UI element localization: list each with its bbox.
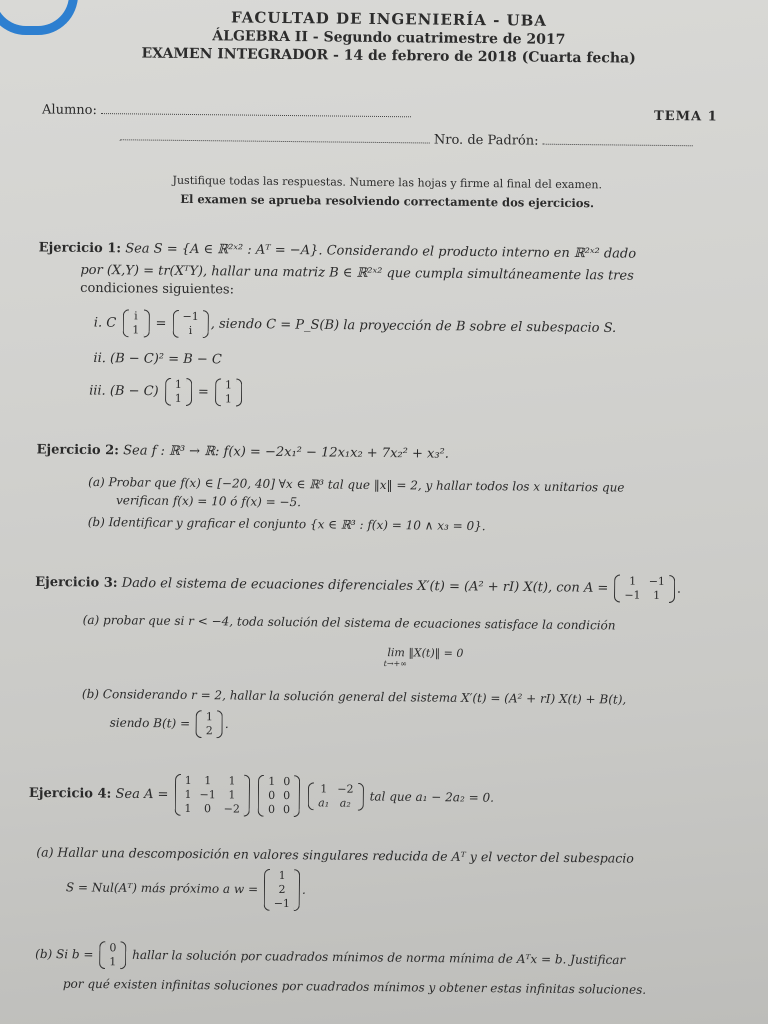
ej3-b-line-1: (b) Considerando r = 2, hallar la solución general del sistema X′(t) = (A² + rI) X(t) + B(t), bbox=[81, 686, 627, 707]
faculty-title: FACULTAD DE INGENIERÍA - UBA bbox=[230, 8, 548, 30]
ej1-label: Ejercicio 1: bbox=[38, 240, 122, 257]
ej3-matrix-a: 1 −1 −1 1 bbox=[614, 574, 675, 603]
ej3-limit-expression: lim ‖X(t)‖ = 0 bbox=[387, 646, 464, 660]
ej4-a-text: S = Nul(Aᵀ) más próximo a w = bbox=[65, 880, 259, 897]
padron-field bbox=[120, 129, 693, 150]
ej1-i-vector-right: −1 i bbox=[172, 310, 209, 338]
course-title: ÁLGEBRA II - Segundo cuatrimestre de 2017 bbox=[212, 28, 566, 48]
exam-title: EXAMEN INTEGRADOR - 14 de febrero de 2018 (Cuarta fecha) bbox=[141, 45, 636, 67]
alumno-blank bbox=[101, 103, 411, 117]
ej1-iii-label: iii. (B − C) bbox=[89, 383, 159, 400]
ej4-w-vector: 1 2 −1 bbox=[264, 869, 301, 911]
ej1-i-vector-left: i 1 bbox=[122, 309, 149, 337]
ej4-b-vector: 0 1 bbox=[99, 941, 126, 969]
ej1-item-iii: iii. (B − C) 1 1 = 1 1 bbox=[89, 377, 244, 407]
ej4-matrix-1: 1 1 1 1 −1 1 1 0 −2 bbox=[174, 774, 250, 817]
ej4-a-line-1: (a) Hallar una descomposición en valores singulares reducida de Aᵀ y el vector del subespacio bbox=[36, 844, 634, 866]
padron-label: Nro. de Padrón: bbox=[433, 132, 539, 149]
ej3-label: Ejercicio 3: bbox=[35, 574, 118, 591]
ej4-text-end: tal que a₁ − 2a₂ = 0. bbox=[369, 789, 495, 805]
ej1-line-1 bbox=[39, 240, 637, 261]
ej4-line-1 bbox=[29, 772, 494, 819]
ej3-b-vector: 1 2 bbox=[196, 710, 223, 738]
ej1-line-3: condiciones siguientes: bbox=[80, 280, 235, 298]
ej1-iii-vector-left: 1 1 bbox=[165, 378, 192, 406]
instructions-line-1: Justifique todas las respuestas. Numere las hojas y firme al final del examen. bbox=[172, 173, 603, 192]
ej2-label: Ejercicio 2: bbox=[36, 442, 120, 459]
ej1-i-text: , siendo C = P_S(B) la proyección de B sobre el subespacio S. bbox=[210, 316, 617, 336]
ej4-matrix-3: 1 −2 a₁ a₂ bbox=[308, 782, 363, 811]
padron-blank bbox=[543, 134, 693, 147]
ej1-item-i: i. C i 1 = −1 i , siendo C = P_S(B) la proyección de B sobre el subespacio S. bbox=[93, 309, 617, 338]
ej3-limit-subscript: t→+∞ bbox=[383, 659, 407, 669]
ej2-line-1 bbox=[36, 442, 449, 461]
ej3-line-1: Ejercicio 3: Dado el sistema de ecuaciones diferenciales X′(t) = (A² + rI) X(t), con A = 1 −1 −1 1 . bbox=[35, 574, 682, 602]
ej4-matrix-2: 1 0 0 0 0 0 bbox=[258, 775, 300, 817]
ej1-i-label: i. bbox=[93, 315, 103, 331]
ej4-b-line-1 bbox=[35, 940, 625, 974]
ej3-a-line: (a) probar que si r < −4, toda solución del sistema de ecuaciones satisface la condición bbox=[82, 612, 616, 633]
ej4-b-text: (b) Si b = bbox=[35, 946, 94, 962]
ej4-label: Ejercicio 4: bbox=[28, 785, 112, 802]
ej1-iii-vector-right: 1 1 bbox=[215, 378, 242, 406]
alumno-label: Alumno: bbox=[41, 102, 97, 119]
ej1-line-2: por (X,Y) = tr(XᵀY), hallar una matriz B ∈ ℝ²ˣ² que cumpla simultáneamente las tres bbox=[80, 262, 634, 284]
padron-leading-dots bbox=[120, 129, 430, 143]
ej2-b-line: (b) Identificar y graficar el conjunto {x ∈ ℝ³ : f(x) = 10 ∧ x₃ = 0}. bbox=[87, 514, 486, 534]
ej4-b-line-2: por qué existen infinitas soluciones por cuadrados mínimos y obtener estas infinitas soluciones. bbox=[62, 976, 647, 997]
ej2-text-1: Sea f : ℝ³ → ℝ: f(x) = −2x₁² − 12x₁x₂ + 7x₂² + x₃². bbox=[123, 443, 449, 462]
alumno-field bbox=[42, 102, 411, 121]
ej3-b-line-2: siendo B(t) = 1 2 . bbox=[109, 710, 229, 738]
instructions-line-2: El examen se aprueba resolviendo correctamente dos ejercicios. bbox=[180, 191, 595, 211]
ej1-item-ii: ii. (B − C)² = B − C bbox=[93, 350, 222, 368]
ej4-text-1: Sea A = bbox=[115, 786, 169, 803]
ej2-a-line-1: (a) Probar que f(x) ∈ [−20, 40] ∀x ∈ ℝ³ tal que ‖x‖ = 2, y hallar todos los x unitarios que bbox=[88, 474, 625, 495]
exam-document bbox=[5, 0, 768, 997]
ej4-a-line-2: S = Nul(Aᵀ) más próximo a w = 1 2 −1 . bbox=[65, 868, 307, 911]
ej1-text-1: Sea S = {A ∈ ℝ²ˣ² : Aᵀ = −A}. Considerando el producto interno en ℝ²ˣ² dado bbox=[125, 241, 637, 262]
ej4-b-text-end: hallar la solución por cuadrados mínimos de norma mínima de Aᵀx = b. Justificar bbox=[132, 947, 626, 968]
ej3-b-text: siendo B(t) = bbox=[109, 715, 191, 731]
ej3-limit bbox=[360, 646, 490, 669]
ej2-a-line-2: verifican f(x) = 10 ó f(x) = −5. bbox=[115, 493, 302, 510]
tema-label: TEMA 1 bbox=[653, 108, 718, 125]
ej3-text-1: Dado el sistema de ecuaciones diferenciales X′(t) = (A² + rI) X(t), con A = bbox=[121, 575, 609, 596]
